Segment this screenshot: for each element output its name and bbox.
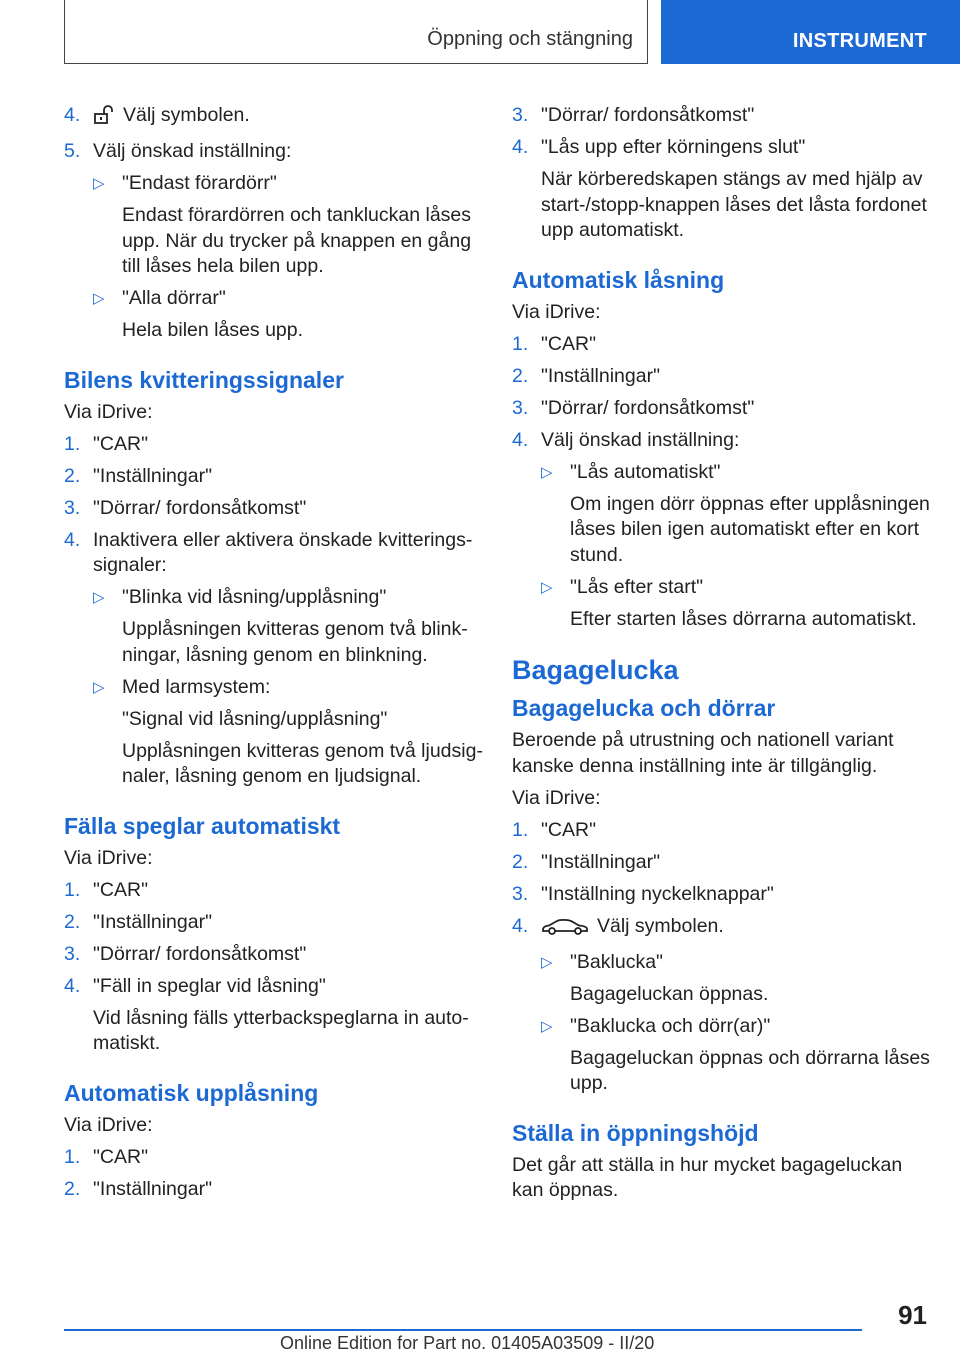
step-number: 1. <box>512 332 529 355</box>
unlock-icon <box>93 105 115 133</box>
triangle-bullet-icon: ▷ <box>93 589 105 606</box>
step-text: "CAR" <box>541 818 597 841</box>
via-idrive: Via iDrive: <box>64 1113 153 1136</box>
footer-edition[interactable]: Online Edition for Part no. 01405A03509 - II/20 <box>280 1333 655 1353</box>
step-4 <box>64 103 484 133</box>
step-number: 2. <box>512 850 529 873</box>
triangle-bullet-icon: ▷ <box>541 1017 553 1035</box>
bullet-desc: Bagageluckan öppnas. <box>570 982 769 1005</box>
step-5 <box>64 139 484 165</box>
step-number: 1. <box>64 1145 81 1168</box>
bullet-label: "Lås automatiskt" <box>570 460 721 483</box>
via-idrive: Via iDrive: <box>512 300 601 323</box>
step-text: Välj önskad inställning: <box>93 140 292 162</box>
car-icon <box>541 916 589 944</box>
step-number: 3. <box>64 496 81 519</box>
bullet-label: "Baklucka och dörr(ar)" <box>570 1014 771 1037</box>
step-number: 4. <box>64 974 81 997</box>
step-text: "Inställningar" <box>93 464 212 487</box>
section-heading: Fälla speglar automatiskt <box>64 812 341 839</box>
step-text: "Inställningar" <box>93 1177 212 1200</box>
step-3 <box>512 882 932 908</box>
step-text: "CAR" <box>93 1145 149 1168</box>
step-text: "CAR" <box>541 332 597 355</box>
step-1 <box>512 332 932 358</box>
step-number: 4. <box>512 428 529 451</box>
bullet-item <box>64 171 484 197</box>
header-section-box <box>64 0 648 64</box>
via-idrive: Via iDrive: <box>64 846 153 869</box>
step-4 <box>512 914 932 944</box>
step-2 <box>64 464 484 490</box>
step-text: Inaktivera eller aktivera önskade kvitteringssignaler: <box>93 528 473 576</box>
bullet-desc: Om ingen dörr öppnas efter upplåsningen låses bilen igen automatiskt efter en kort stund. <box>570 492 930 566</box>
step-text: "Dörrar/ fordonsåtkomst" <box>541 104 755 126</box>
triangle-bullet-icon: ▷ <box>541 463 553 481</box>
step-number: 3. <box>512 882 529 905</box>
step-number: 4. <box>64 104 81 126</box>
step-1 <box>64 432 484 458</box>
step-3 <box>64 496 484 522</box>
step-1 <box>64 878 484 904</box>
step-text: "Inställning nyckelknappar" <box>541 882 774 905</box>
bullet-desc: Efter starten låses dörrarna automatiskt. <box>570 607 917 630</box>
section-heading: Ställa in öppningshöjd <box>512 1119 759 1146</box>
left-column <box>64 103 484 1209</box>
step-text: "CAR" <box>93 878 149 901</box>
section-heading: Automatisk upplåsning <box>64 1079 319 1106</box>
step-text: "Dörrar/ fordonsåtkomst" <box>93 496 307 519</box>
bullet-item <box>512 950 932 976</box>
bullet-label: "Alla dörrar" <box>122 287 226 309</box>
triangle-bullet-icon: ▷ <box>541 578 553 596</box>
via-idrive: Via iDrive: <box>64 400 153 423</box>
step-text: "Fäll in speglar vid låsning" <box>93 974 326 997</box>
bullet-item <box>64 675 484 701</box>
bullet-desc: Upplåsningen kvitteras genom två ljudsignaler, låsning genom en ljudsignal. <box>122 739 483 787</box>
section-heading: Bagagelucka och dörrar <box>512 695 776 721</box>
section-intro: Beroende på utrustning och nationell variant kanske denna inställning inte är tillgänglig. <box>512 729 894 777</box>
triangle-bullet-icon: ▷ <box>93 290 105 307</box>
bullet-item <box>64 585 484 611</box>
step-2 <box>512 850 932 876</box>
step-text: "CAR" <box>93 432 149 455</box>
section-heading: Automatisk låsning <box>512 266 725 293</box>
step-2 <box>64 910 484 936</box>
step-1 <box>64 1145 484 1171</box>
bullet-desc: Endast förardörren och tankluckan låses upp. När du trycker på knappen en gång till låses hela bilen upp. <box>122 204 472 277</box>
step-2 <box>64 1177 484 1203</box>
bullet-label: "Endast förardörr" <box>122 172 277 194</box>
bullet-label: Med larmsystem: <box>122 675 271 698</box>
page-number: 91 <box>898 1300 927 1330</box>
bullet-desc: "Signal vid låsning/upplåsning" <box>122 707 388 730</box>
bullet-item <box>512 460 932 486</box>
step-text: "Dörrar/ fordonsåtkomst" <box>541 396 755 419</box>
step-number: 5. <box>64 140 81 162</box>
step-number: 1. <box>64 432 81 455</box>
step-text: Välj önskad inställning: <box>541 428 740 451</box>
chapter-heading: Bagagelucka <box>512 655 679 685</box>
step-4 <box>64 528 484 579</box>
step-2 <box>512 364 932 390</box>
step-text: "Inställningar" <box>93 910 212 933</box>
via-idrive: Via iDrive: <box>512 786 601 809</box>
triangle-bullet-icon: ▷ <box>541 953 553 971</box>
step-3 <box>512 396 932 422</box>
step-number: 4. <box>512 914 529 937</box>
step-1 <box>512 818 932 844</box>
chapter-tab[interactable] <box>661 0 960 64</box>
bullet-desc: Upplåsningen kvitteras genom två blinkningar, låsning genom en blinkning. <box>122 618 468 666</box>
step-text: Välj symbolen. <box>597 914 724 937</box>
step-desc: När körberedskapen stängs av med hjälp av start-/stopp-knappen låses det låsta fordonet upp automatiskt. <box>541 168 927 241</box>
bullet-desc: Hela bilen låses upp. <box>122 319 304 341</box>
chapter-tab-label: INSTRUMENT <box>792 30 927 52</box>
step-4 <box>64 974 484 1000</box>
step-4 <box>512 428 932 454</box>
step-number: 2. <box>64 464 81 487</box>
step-text: "Dörrar/ fordonsåtkomst" <box>93 942 307 965</box>
step-number: 3. <box>64 942 81 965</box>
bullet-label: "Blinka vid låsning/upplåsning" <box>122 586 387 608</box>
step-4 <box>512 135 932 161</box>
header-section-title: Öppning och stängning <box>427 28 633 50</box>
step-number: 1. <box>64 878 81 901</box>
step-3 <box>64 942 484 968</box>
step-3 <box>512 103 932 129</box>
step-text: "Lås upp efter körningens slut" <box>541 136 806 158</box>
step-desc: Vid låsning fälls ytterbackspeglarna in automatiskt. <box>93 1006 469 1054</box>
footer-divider <box>64 1329 862 1331</box>
right-column <box>512 103 932 1210</box>
step-number: 1. <box>512 818 529 841</box>
step-number: 2. <box>64 1177 81 1200</box>
section-heading: Bilens kvitteringssignaler <box>64 366 344 393</box>
bullet-label: "Lås efter start" <box>570 575 704 598</box>
bullet-item <box>64 286 484 312</box>
step-number: 3. <box>512 396 529 419</box>
bullet-desc: Bagageluckan öppnas och dörrarna låses upp. <box>570 1046 930 1094</box>
step-text: "Inställningar" <box>541 364 660 387</box>
bullet-label: "Baklucka" <box>570 950 663 973</box>
section-text: Det går att ställa in hur mycket bagageluckan kan öppnas. <box>512 1153 903 1201</box>
step-text: Välj symbolen. <box>123 104 250 126</box>
step-number: 2. <box>512 364 529 387</box>
step-number: 4. <box>512 136 529 158</box>
bullet-item <box>512 575 932 601</box>
triangle-bullet-icon: ▷ <box>93 678 105 696</box>
bullet-item <box>512 1014 932 1040</box>
step-text: "Inställningar" <box>541 850 660 873</box>
step-number: 3. <box>512 104 529 126</box>
step-number: 4. <box>64 528 81 551</box>
triangle-bullet-icon: ▷ <box>93 175 105 192</box>
step-number: 2. <box>64 910 81 933</box>
